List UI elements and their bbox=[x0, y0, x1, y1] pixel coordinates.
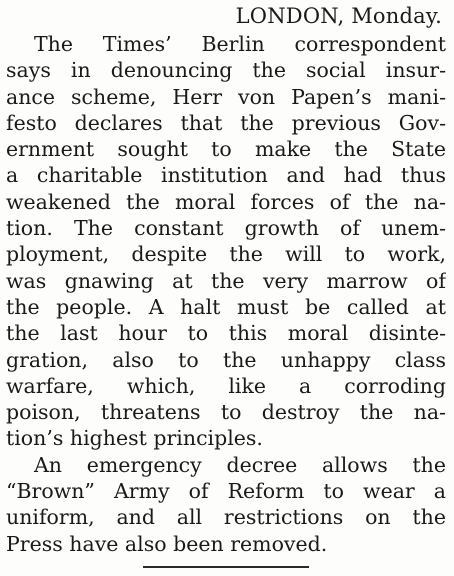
text-line: An emergency decree allows the bbox=[34, 452, 446, 477]
text-line: The Times’ Berlin correspondent bbox=[34, 32, 446, 56]
text-line: festo declares that the previous Gov- bbox=[6, 110, 446, 135]
text-line: a charitable institution and had thus bbox=[6, 163, 446, 188]
text-line: uniform, and all restrictions on the bbox=[6, 505, 446, 530]
text-line: “Brown” Army of Reform to wear a bbox=[6, 479, 446, 504]
text-line: Press have also been removed. bbox=[6, 531, 328, 556]
text-line: tion. The constant growth of unem- bbox=[6, 216, 446, 241]
text-line: the last hour to this moral disinte- bbox=[6, 321, 446, 346]
text-line: poison, threatens to destroy the na- bbox=[6, 400, 446, 425]
text-line: tion’s highest principles. bbox=[6, 426, 263, 451]
text-line: ernment sought to make the State bbox=[6, 137, 446, 162]
text-line: weakened the moral forces of the na- bbox=[6, 189, 446, 214]
text-line: the people. A halt must be called at bbox=[6, 294, 446, 319]
text-line: gration, also to the unhappy class bbox=[6, 347, 446, 372]
text-line: was gnawing at the very marrow of bbox=[6, 268, 446, 293]
text-line: warfare, which, like a corroding bbox=[6, 373, 446, 398]
dateline: LONDON, Monday. bbox=[235, 4, 442, 28]
text-line: ance scheme, Herr von Papen’s mani- bbox=[6, 84, 446, 109]
closing-rule bbox=[143, 566, 309, 568]
article-body bbox=[6, 31, 446, 557]
text-line: says in denouncing the social insur- bbox=[6, 58, 446, 83]
text-line: ployment, despite the will to work, bbox=[6, 242, 446, 267]
